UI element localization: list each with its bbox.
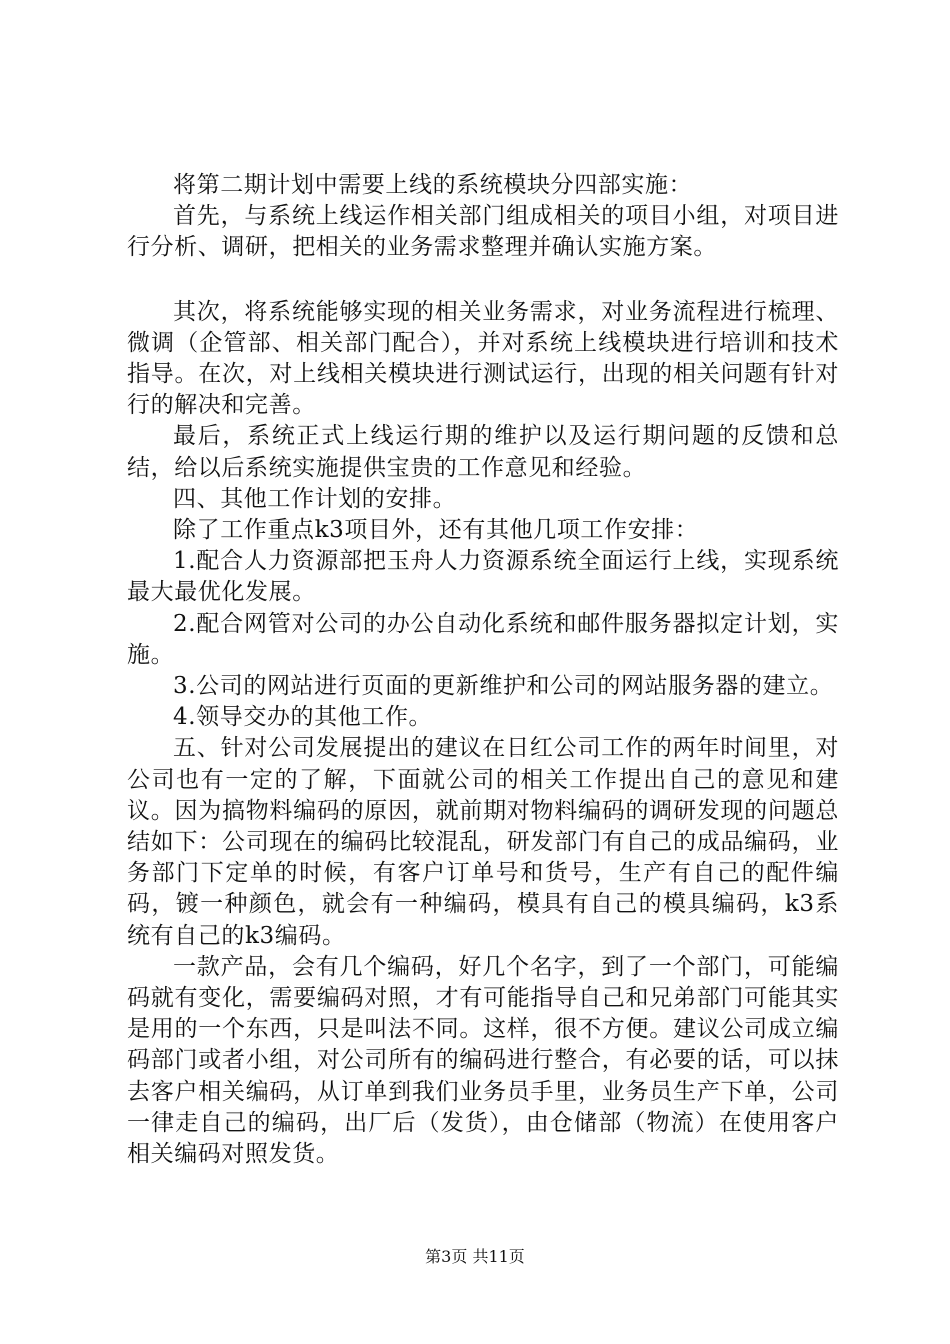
- paragraph-intro: 将第二期计划中需要上线的系统模块分四部实施：: [173, 172, 693, 198]
- list-item-1: 1.配合人力资源部把玉舟人力资源系统全面运行上线，实现系统最大最优化发展。: [127, 548, 839, 606]
- paragraph-step-second: 其次，将系统能够实现的相关业务需求，对业务流程进行梳理、微调（企管部、相关部门配合），并对系统上线模块进行培训和技术指导。在次，对上线相关模块进行测试运行，出现的相关问题有针对行的解决和完善。: [127, 298, 839, 419]
- list-item-3: 3.公司的网站进行页面的更新维护和公司的网站服务器的建立。: [173, 673, 834, 700]
- page-number-footer: 第3页 共11页: [425, 1247, 525, 1266]
- paragraph-coding-proposal: 一款产品，会有几个编码，好几个名字，到了一个部门，可能编码就有变化，需要编码对照，才有可能指导自己和兄弟部门可能其实是用的一个东西，只是叫法不同。这样，很不方便。建议公司成立编码部门或者小组，对公司所有的编码进行整合，有必要的话，可以抹去客户相关编码，从订单到我们业务员手里，业务员生产下单，公司一律走自己的编码，出厂后（发货），由仓储部（物流）在使用客户相关编码对照发货。: [127, 953, 839, 1168]
- paragraph-step-last: 最后，系统正式上线运行期的维护以及运行期问题的反馈和总结，给以后系统实施提供宝贵的工作意见和经验。: [127, 423, 839, 481]
- paragraph-step-first: 首先，与系统上线运作相关部门组成相关的项目小组，对项目进行分析、调研，把相关的业务需求整理并确认实施方案。: [127, 203, 839, 261]
- paragraph-other-work-intro: 除了工作重点k3项目外，还有其他几项工作安排：: [173, 517, 699, 544]
- list-item-2: 2.配合网管对公司的办公自动化系统和邮件服务器拟定计划，实施。: [127, 610, 839, 668]
- section-heading-other-plans: 四、其他工作计划的安排。: [173, 485, 457, 512]
- document-body: [127, 170, 839, 1170]
- list-item-4: 4.领导交办的其他工作。: [173, 704, 433, 731]
- section-suggestions: 五、针对公司发展提出的建议在日红公司工作的两年时间里，对公司也有一定的了解，下面就公司的相关工作提出自己的意见和建议。因为搞物料编码的原因，就前期对物料编码的调研发现的问题总结如下：公司现在的编码比较混乱，研发部门有自己的成品编码，业务部门下定单的时候，有客户订单号和货号，生产有自己的配件编码，镀一种颜色，就会有一种编码，模具有自己的模具编码，k3系统有自己的k3编码。: [127, 735, 839, 949]
- paragraph-gap: [127, 264, 839, 297]
